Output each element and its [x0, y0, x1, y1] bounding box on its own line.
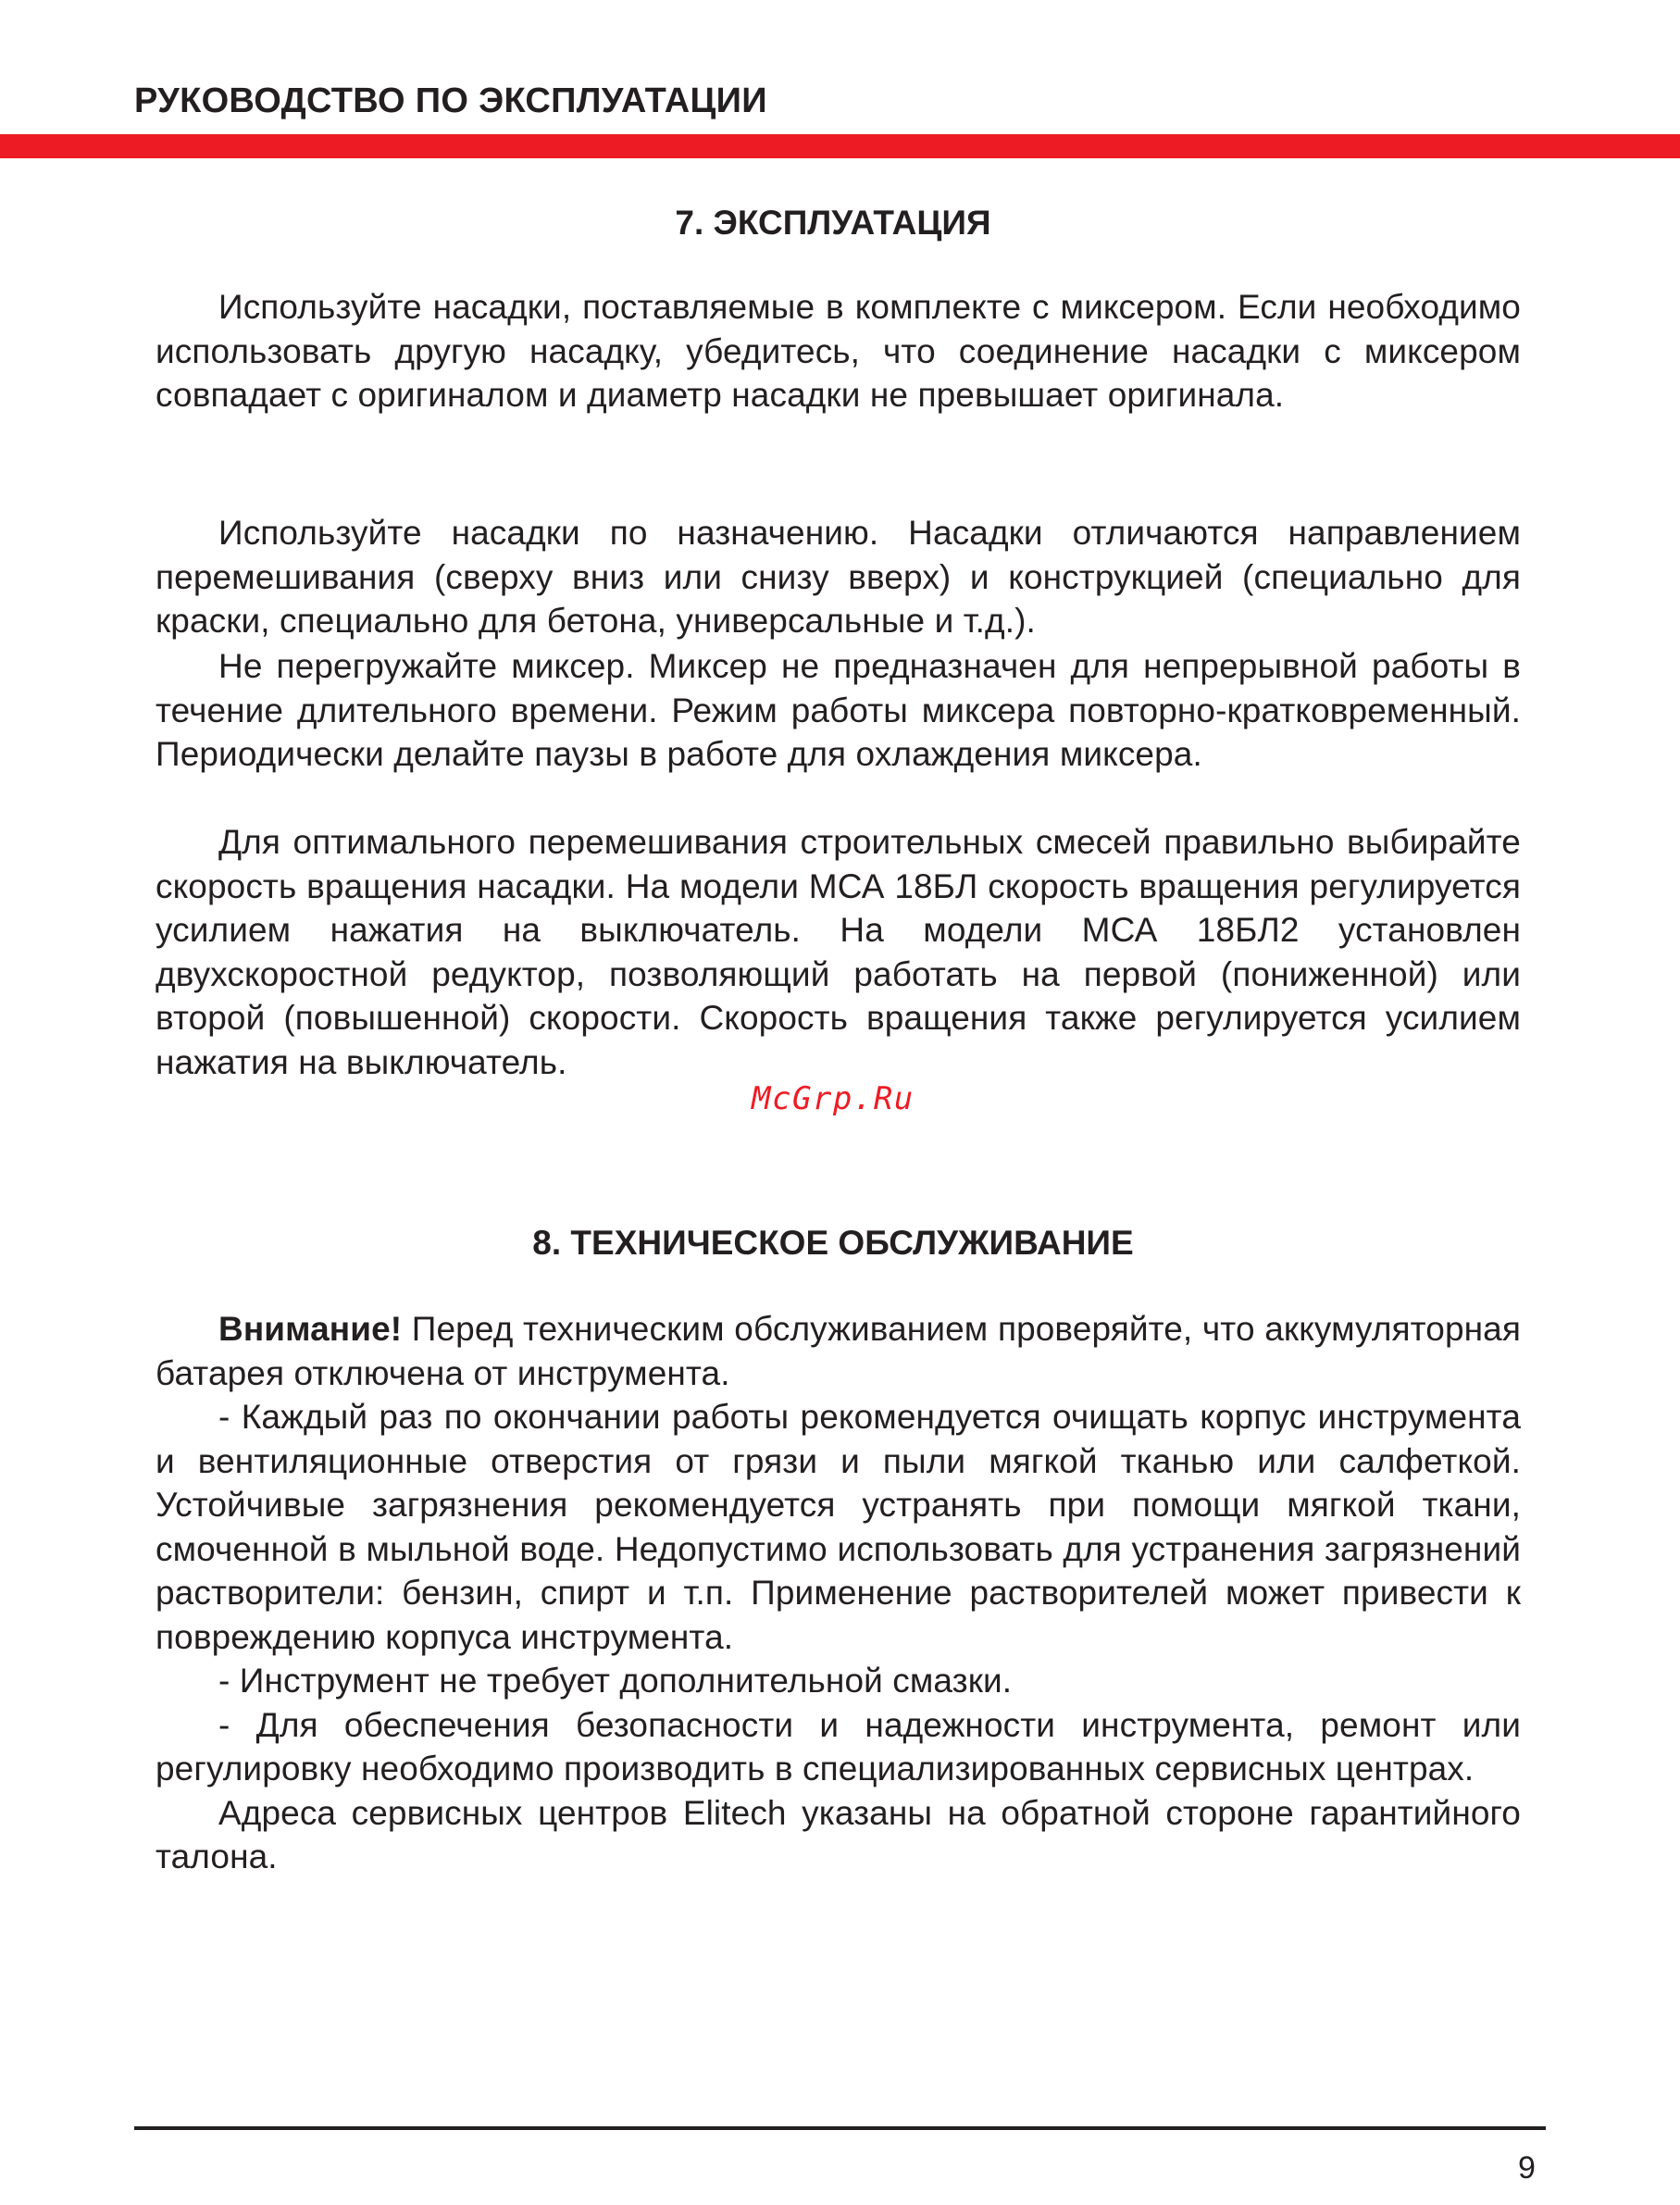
header-red-band: [0, 134, 1680, 158]
section-8-paragraph: - Каждый раз по окончании работы рекомендуется очищать корпус инструмента и вентиляционные отверстия от грязи и пыли мягкой тканью или салфеткой. Устойчивые загрязнения рекомендуется устранять при помощи мягкой ткани, смоченной в мыльной воде. Недопустимо использовать для устранения загрязнений растворители: бензин, спирт и т.п. Применение растворителей может привести к повреждению корпуса инструмента.: [156, 1398, 1521, 1656]
warning-paragraph: [156, 1307, 1521, 1395]
footer-rule: [134, 2126, 1546, 2130]
warning-label: Внимание!: [218, 1310, 403, 1348]
section-8-paragraph: - Для обеспечения безопасности и надежности инструмента, ремонт или регулировку необходимо производить в специализированных сервисных центрах.: [156, 1705, 1521, 1788]
section-7-paragraph: Используйте насадки, поставляемые в комплекте с миксером. Если необходимо использовать другую насадку, убедитесь, что соединение насадки с миксером совпадает с оригиналом и диаметр насадки не превышает оригинала.: [156, 288, 1521, 414]
section-7-paragraph: Для оптимального перемешивания строительных смесей правильно выбирайте скорость вращения насадки. На модели МСА 18БЛ скорость вращения регулируется усилием нажатия на выключатель. На модели МСА 18БЛ2 установлен двухскоростной редуктор, позволяющий работать на первой (пониженной) или второй (повышенной) скорости. Скорость вращения также регулируется усилием нажатия на выключатель.: [156, 823, 1521, 1081]
section-7-heading: 7. ЭКСПЛУАТАЦИЯ: [675, 204, 991, 242]
warning-text: Перед техническим обслуживанием проверяйте, что аккумуляторная батарея отключена от инструмента.: [156, 1310, 1521, 1392]
section-7-paragraph: Не перегружайте миксер. Миксер не предназначен для непрерывной работы в течение длительного времени. Режим работы миксера повторно-кратковременный. Периодически делайте паузы в работе для охлаждения миксера.: [156, 647, 1521, 773]
section-8-heading: 8. ТЕХНИЧЕСКОЕ ОБСЛУЖИВАНИЕ: [532, 1224, 1134, 1262]
running-header-title: РУКОВОДСТВО ПО ЭКСПЛУАТАЦИИ: [134, 81, 767, 120]
section-8-paragraph: - Инструмент не требует дополнительной смазки.: [218, 1662, 1013, 1700]
section-7-paragraph: Используйте насадки по назначению. Насадки отличаются направлением перемешивания (сверху вниз или снизу вверх) и конструкцией (специально для краски, специально для бетона, универсальные и т.д.).: [156, 514, 1521, 640]
section-8-body: [156, 1307, 1521, 1879]
section-8-paragraph: Адреса сервисных центров Elitech указаны на обратной стороне гарантийного талона.: [156, 1793, 1521, 1875]
watermark-text: McGrp.Ru: [752, 1080, 915, 1117]
page-number: 9: [1518, 2150, 1536, 2186]
